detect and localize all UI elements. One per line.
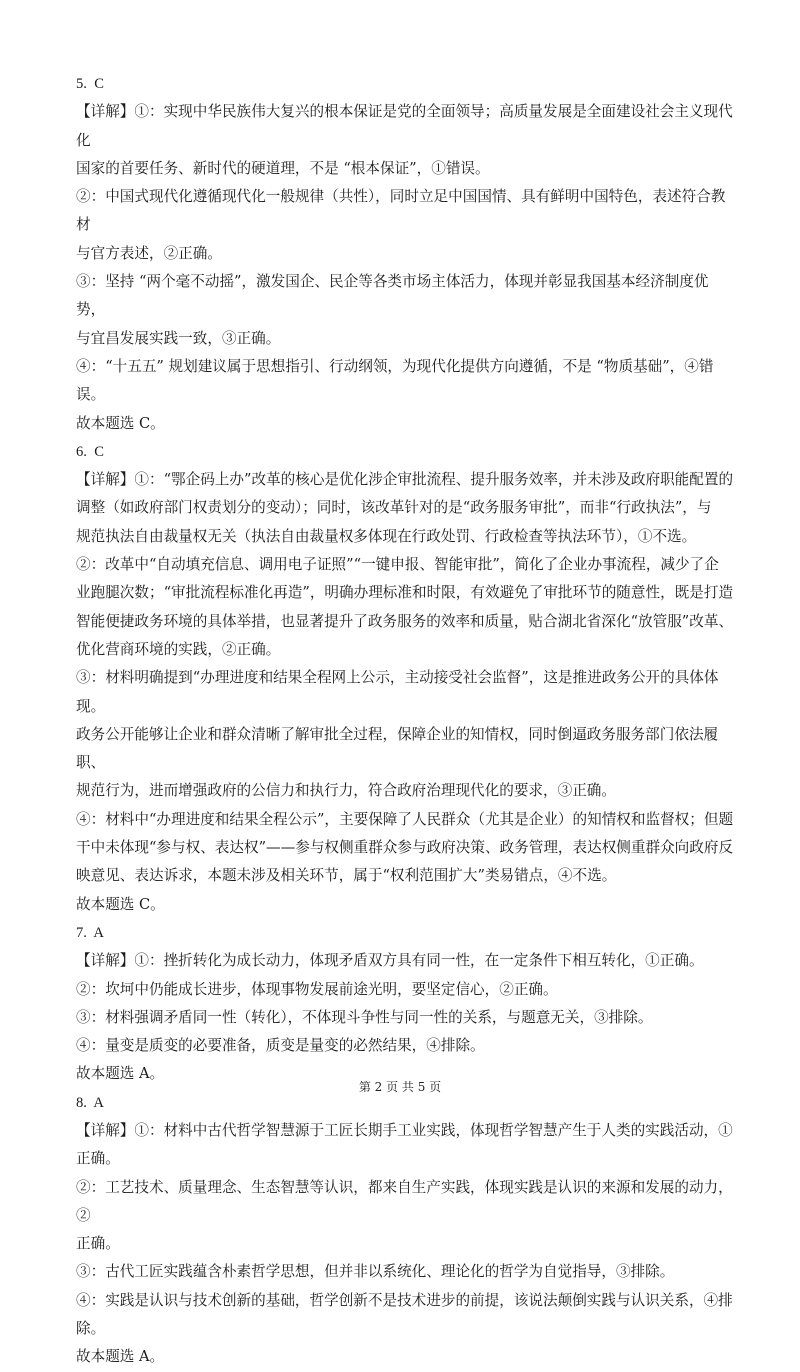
explanation-line: 映意见、表达诉求，本题未涉及相关环节，属于“权利范围扩大”类易错点，④不选。 bbox=[76, 867, 617, 885]
explanation-line: ④：量变是质变的必要准备，质变是量变的必然结果，④排除。 bbox=[76, 1037, 485, 1055]
explanation-line: 规范行为，进而增强政府的公信力和执行力，符合政府治理现代化的要求，③正确。 bbox=[76, 782, 616, 800]
explanation-line: 误。 bbox=[76, 386, 106, 404]
question-number: 8. A bbox=[76, 1094, 104, 1111]
explanation-line: ②：工艺技术、质量理念、生态智慧等认识，都来自生产实践，体现实践是认识的来源和发展的动力，② bbox=[76, 1178, 733, 1224]
explanation-line: ③：古代工匠实践蕴含朴素哲学思想，但并非以系统化、理论化的哲学为自觉指导，③排除。 bbox=[76, 1263, 675, 1281]
explanation-line: ②：改革中“自动填充信息、调用电子证照”“一键申报、智能审批”，简化了企业办事流程，减少了企 bbox=[76, 556, 719, 574]
question-block bbox=[76, 438, 736, 919]
explanation-line: 【详解】①：材料中古代哲学智慧源于工匠长期手工业实践，体现哲学智慧产生于人类的实践活动，① bbox=[76, 1121, 733, 1139]
explanation-line: 干中未体现“参与权、表达权”——参与权侧重群众参与政府决策、政务管理，表达权侧重群众向政府反 bbox=[76, 839, 734, 857]
explanation-line: 故本题选 C。 bbox=[76, 895, 165, 913]
explanation-line: 业跑腿次数；“审批流程标准化再造”，明确办理标准和时限，有效避免了审批环节的随意性，既是打造 bbox=[76, 584, 734, 602]
explanation-line: ④：实践是认识与技术创新的基础，哲学创新不是技术进步的前提，该说法颠倒实践与认识关系，④排除。 bbox=[76, 1291, 733, 1338]
explanation-line: ②：坎坷中仍能成长进步，体现事物发展前途光明，要坚定信心，②正确。 bbox=[76, 980, 558, 998]
question-number: 5. C bbox=[76, 76, 104, 92]
page-footer: 第 2 页 共 5 页 bbox=[358, 1080, 442, 1094]
explanation-line: 【详解】①：挫折转化为成长动力，体现矛盾双方具有同一性，在一定条件下相互转化，①正确。 bbox=[76, 952, 704, 970]
explanation-line: ④：“十五五” 规划建议属于思想指引、行动纲领，为现代化提供方向遵循，不是 “物质基础”，④错 bbox=[76, 357, 714, 375]
explanation-line: ②：中国式现代化遵循现代化一般规律（共性），同时立足中国国情、具有鲜明中国特色，表述符合教材 bbox=[76, 188, 726, 234]
document-body bbox=[76, 70, 736, 1372]
question-number: 7. A bbox=[76, 924, 104, 941]
question-block bbox=[76, 1089, 736, 1372]
explanation-line: 【详解】①：“鄂企码上办”改革的核心是优化涉企审批流程、提升服务效率，并未涉及政府职能配置的 bbox=[76, 471, 734, 489]
explanation-line: 与宜昌发展实践一致，③正确。 bbox=[76, 329, 281, 347]
question-number: 6. C bbox=[76, 443, 104, 460]
explanation-line: 政务公开能够让企业和群众清晰了解审批全过程，保障企业的知情权，同时倒逼政务服务部门依法履职、 bbox=[76, 725, 719, 772]
explanation-line: 智能便捷政务环境的具体举措，也显著提升了政务服务的效率和质量，贴合湖北省深化“放管服”改革、 bbox=[76, 612, 734, 630]
explanation-line: 与官方表述，②正确。 bbox=[76, 244, 222, 262]
explanation-line: 故本题选 A。 bbox=[76, 1065, 165, 1083]
explanation-line: 优化营商环境的实践，②正确。 bbox=[76, 640, 281, 658]
explanation-line: 国家的首要任务、新时代的硬道理，不是 “根本保证”，①错误。 bbox=[76, 159, 490, 177]
question-block bbox=[76, 919, 736, 1089]
explanation-line: 调整（如政府部门权责划分的变动）；同时，该改革针对的是“政务服务审批”，而非“行政执法”，与 bbox=[76, 499, 712, 517]
explanation-line: ③：材料明确提到“办理进度和结果全程网上公示，主动接受社会监督”，这是推进政务公开的具体体现。 bbox=[76, 669, 719, 715]
explanation-line: 故本题选 C。 bbox=[76, 414, 165, 432]
explanation-line: ③：材料强调矛盾同一性（转化），不体现斗争性与同一性的关系，与题意无关，③排除。 bbox=[76, 1008, 653, 1026]
explanation-line: 正确。 bbox=[76, 1235, 120, 1253]
explanation-line: ④：材料中“办理进度和结果全程公示”，主要保障了人民群众（尤其是企业）的知情权和监督权；但题 bbox=[76, 810, 734, 828]
explanation-line: 故本题选 A。 bbox=[76, 1348, 165, 1366]
explanation-line: 【详解】①：实现中华民族伟大复兴的根本保证是党的全面领导；高质量发展是全面建设社会主义现代化 bbox=[76, 103, 733, 149]
question-block bbox=[76, 70, 736, 438]
explanation-line: 规范执法自由裁量权无关（执法自由裁量权多体现在行政处罚、行政检查等执法环节），①不选。 bbox=[76, 527, 697, 545]
explanation-line: 正确。 bbox=[76, 1150, 120, 1168]
explanation-line: ③：坚持 “两个毫不动摇”，激发国企、民企等各类市场主体活力，体现并彰显我国基本经济制度优势， bbox=[76, 273, 709, 319]
